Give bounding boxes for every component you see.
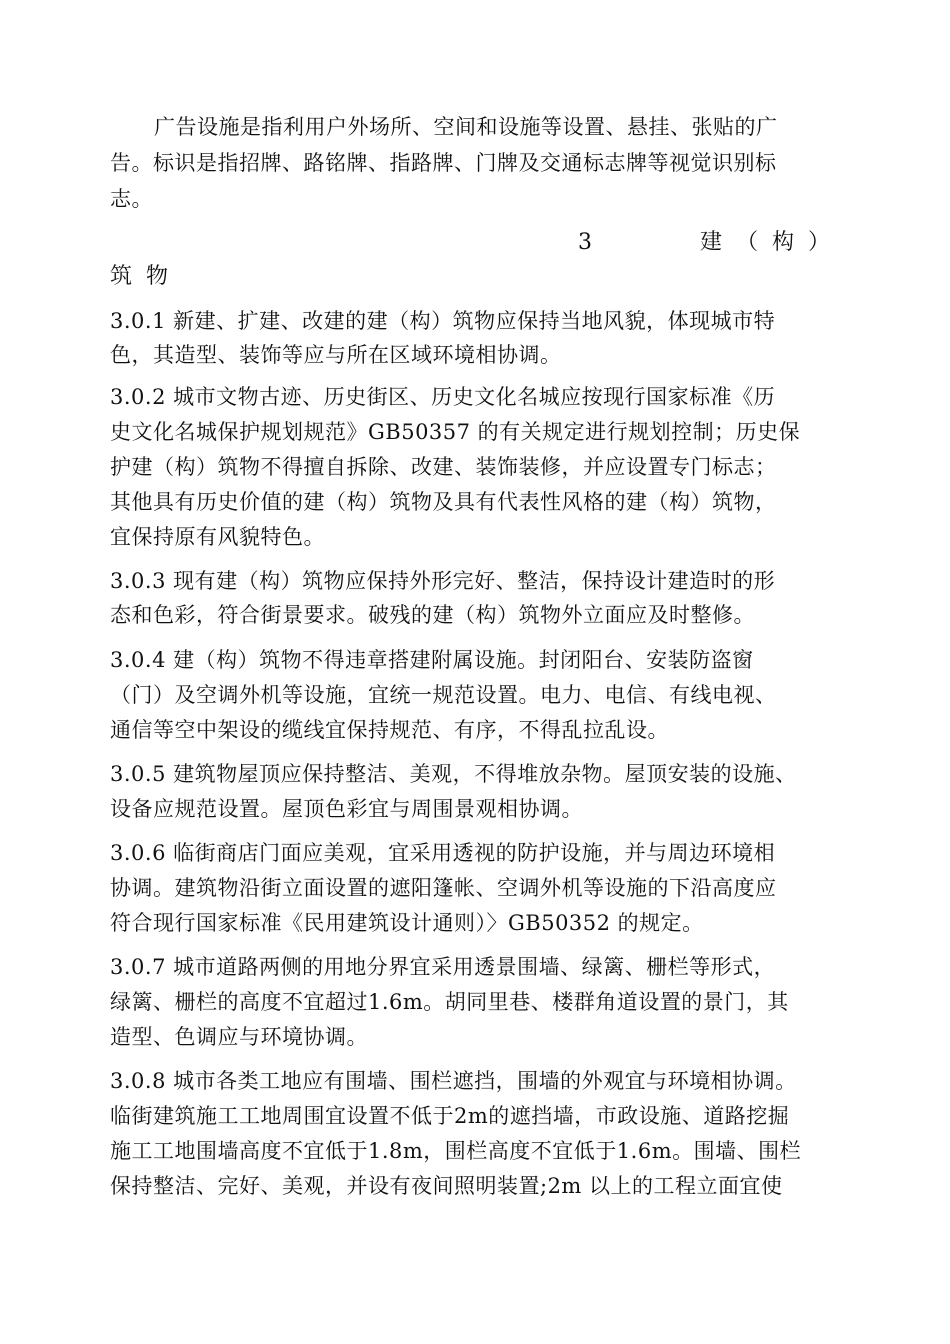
intro-line-1: 广告设施是指利用户外场所、空间和设施等设置、悬挂、张贴的广 (154, 115, 778, 139)
clause-3-0-8-line-1: 3.0.8 城市各类工地应有围墙、围栏遮挡，围墙的外观宜与环境相协调。 (110, 1069, 797, 1093)
clause-3-0-2-line-4: 其他具有历史价值的建（构）筑物及具有代表性风格的建（构）筑物， (110, 490, 777, 514)
clause-3-0-6-line-1: 3.0.6 临街商店门面应美观，宜采用透视的防护设施，并与周边环境相 (110, 841, 776, 865)
clause-3-0-2-line-3: 护建（构）筑物不得擅自拆除、改建、装饰装修，并应设置专门标志； (110, 455, 777, 479)
clause-3-0-4-line-3: 通信等空中架设的缆线宜保持规范、有序，不得乱拉乱设。 (110, 718, 669, 742)
clause-3-0-8-line-3: 施工工地围墙高度不宜低于1.8m，围栏高度不宜低于1.6m。围墙、围栏 (110, 1139, 802, 1163)
clause-3-0-2-line-2: 史文化名城保护规划规范》GB50357 的有关规定进行规划控制；历史保 (110, 420, 801, 444)
clause-3-0-2-line-1: 3.0.2 城市文物古迹、历史街区、历史文化名城应按现行国家标准《历 (110, 385, 776, 409)
clause-3-0-2-line-5: 宜保持原有风貌特色。 (110, 525, 325, 549)
clause-3-0-1-line-2: 色，其造型、装饰等应与所在区域环境相协调。 (110, 343, 562, 367)
clause-3-0-8-line-4: 保持整洁、完好、美观，并设有夜间照明装置;2m 以上的工程立面宜使 (110, 1174, 783, 1198)
clause-3-0-4-line-1: 3.0.4 建（构）筑物不得违章搭建附属设施。封闭阳台、安装防盗窗 (110, 648, 754, 672)
clause-3-0-4-line-2: （门）及空调外机等设施，宜统一规范设置。电力、电信、有线电视、 (110, 683, 777, 707)
section-title-part2: 筑物 (110, 264, 183, 289)
clause-3-0-5-line-1: 3.0.5 建筑物屋顶应保持整洁、美观，不得堆放杂物。屋顶安装的设施、 (110, 762, 797, 786)
clause-3-0-6-line-3: 符合现行国家标准《民用建筑设计通则）〉GB50352 的规定。 (110, 911, 704, 935)
clause-3-0-3-line-2: 态和色彩，符合街景要求。破残的建（构）筑物外立面应及时整修。 (110, 603, 755, 627)
clause-3-0-7-line-2: 绿篱、栅栏的高度不宜超过1.6m。胡同里巷、楼群角道设置的景门，其 (110, 990, 789, 1014)
section-title-part1: 建（构） (700, 230, 845, 255)
clause-3-0-3-line-1: 3.0.3 现有建（构）筑物应保持外形完好、整洁，保持设计建造时的形 (110, 569, 776, 593)
section-number: 3 (578, 230, 592, 255)
intro-line-2: 告。标识是指招牌、路铭牌、指路牌、门牌及交通标志牌等视觉识别标 (110, 151, 777, 175)
clause-3-0-1-line-1: 3.0.1 新建、扩建、改建的建（构）筑物应保持当地风貌，体现城市特 (110, 309, 776, 333)
clause-3-0-6-line-2: 协调。建筑物沿街立面设置的遮阳篷帐、空调外机等设施的下沿高度应 (110, 876, 777, 900)
intro-line-3: 志。 (110, 187, 153, 211)
clause-3-0-7-line-3: 造型、色调应与环境协调。 (110, 1025, 368, 1049)
clause-3-0-7-line-1: 3.0.7 城市道路两侧的用地分界宜采用透景围墙、绿篱、栅栏等形式， (110, 955, 776, 979)
clause-3-0-5-line-2: 设备应规范设置。屋顶色彩宜与周围景观相协调。 (110, 797, 583, 821)
clause-3-0-8-line-2: 临街建筑施工工地周围宜设置不低于2m的遮挡墙，市政设施、道路挖掘 (110, 1104, 790, 1128)
